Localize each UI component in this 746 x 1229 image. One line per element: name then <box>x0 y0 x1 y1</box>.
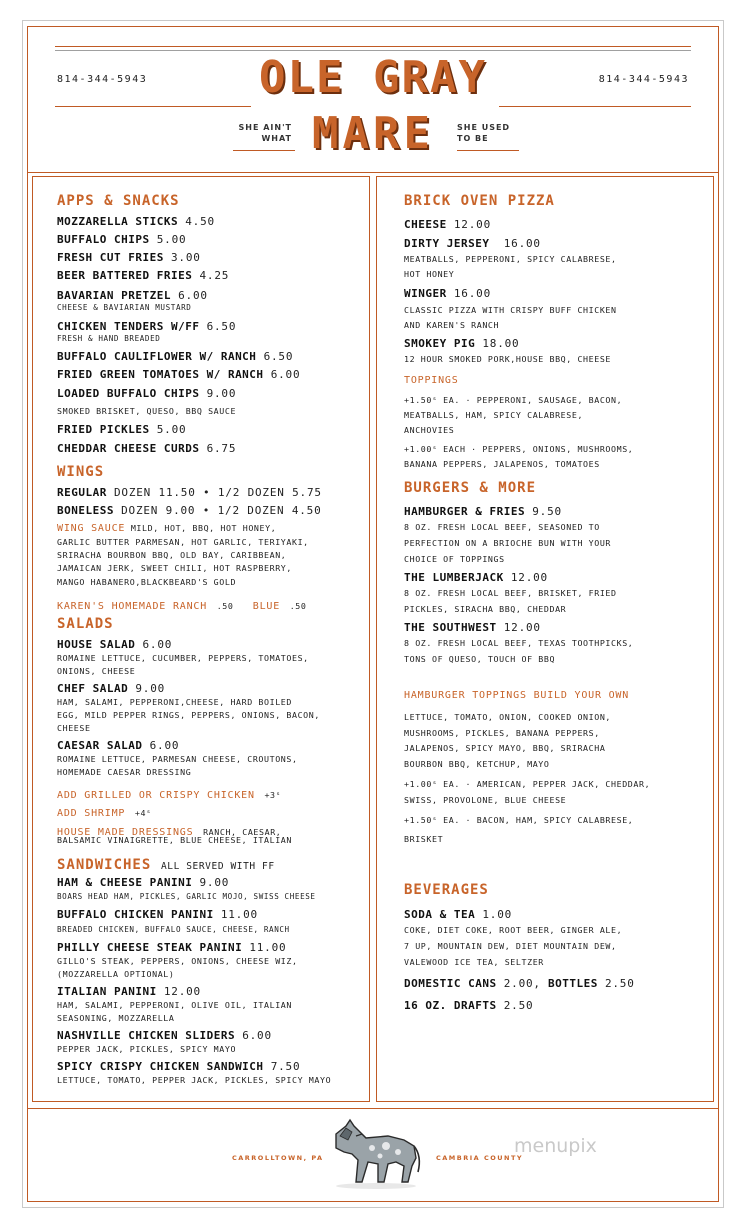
menu-item: THE LUMBERJACK 12.00 <box>404 571 548 584</box>
menu-item: SPICY CRISPY CHICKEN SANDWICH 7.50 <box>57 1060 301 1073</box>
brand-name-line1: OLE GRAY <box>259 52 487 103</box>
item-description: LETTUCE, TOMATO, PEPPER JACK, PICKLES, SPICY MAYO <box>57 1075 332 1085</box>
wing-sauce-line: JAMAICAN JERK, SWEET CHILI, HOT RASPBERRY, <box>57 563 292 573</box>
menu-item: ITALIAN PANINI 12.00 <box>57 985 201 998</box>
header <box>27 26 719 174</box>
topping-line: LETTUCE, TOMATO, ONION, COOKED ONION, <box>404 712 612 722</box>
section-title-beverages: BEVERAGES <box>404 882 489 898</box>
item-description: EGG, MILD PEPPER RINGS, PEPPERS, ONIONS, BACON, <box>57 710 320 720</box>
topping-line: MUSHROOMS, PICKLES, BANANA PEPPERS, <box>404 728 600 738</box>
item-description: HOMEMADE CAESAR DRESSING <box>57 767 192 777</box>
phone-number-left: 814-344-5943 <box>57 74 148 85</box>
item-description: ROMAINE LETTUCE, CUCUMBER, PEPPERS, TOMATOES, <box>57 653 309 663</box>
item-description: BREADED CHICKEN, BUFFALO SAUCE, CHEESE, RANCH <box>57 925 290 934</box>
topping-line: +1.00ˢ EA. · AMERICAN, PEPPER JACK, CHEDDAR, <box>404 779 651 789</box>
menu-item: CHEESE 12.00 <box>404 218 491 231</box>
menu-item: FRIED PICKLES 5.00 <box>57 423 187 436</box>
menu-item: HAM & CHEESE PANINI 9.00 <box>57 876 230 889</box>
menupix-watermark: menupix <box>514 1135 597 1157</box>
item-description: (MOZZARELLA OPTIONAL) <box>57 969 175 979</box>
item-description: 8 OZ. FRESH LOCAL BEEF, TEXAS TOOTHPICKS, <box>404 638 634 648</box>
menu-item: FRESH CUT FRIES 3.00 <box>57 251 201 264</box>
footer-town-right: CAMBRIA COUNTY <box>436 1154 524 1162</box>
header-rule-mid-right <box>499 106 691 107</box>
pizza-toppings-label: TOPPINGS <box>404 375 459 386</box>
item-description: HAM, SALAMI, PEPPERONI,CHEESE, HARD BOILED <box>57 697 292 707</box>
topping-line: MEATBALLS, HAM, SPICY CALABRESE, <box>404 410 584 420</box>
menu-item: BAVARIAN PRETZEL 6.00 <box>57 289 208 302</box>
item-description: CHEESE <box>57 723 91 733</box>
section-title-pizza: BRICK OVEN PIZZA <box>404 193 555 209</box>
add-chicken-line: ADD GRILLED OR CRISPY CHICKEN +3ˢ <box>57 790 282 801</box>
item-description: PICKLES, SIRACHA BBQ, CHEDDAR <box>404 604 567 614</box>
build-your-own-label: HAMBURGER TOPPINGS BUILD YOUR OWN <box>404 690 630 701</box>
topping-line: BRISKET <box>404 834 444 844</box>
item-description: HOT HONEY <box>404 269 455 279</box>
gray-mare-horse-icon <box>326 1116 426 1192</box>
menu-item: CHICKEN TENDERS W/FF 6.50 <box>57 320 237 333</box>
menu-item: REGULAR DOZEN 11.50 • 1/2 DOZEN 5.75 <box>57 486 322 499</box>
header-rule-mid-left <box>55 106 251 107</box>
topping-line: ANCHOVIES <box>404 425 455 435</box>
item-description: ROMAINE LETTUCE, PARMESAN CHEESE, CROUTONS, <box>57 754 298 764</box>
item-description: FRESH & HAND BREADED <box>57 334 161 343</box>
item-description: MEATBALLS, PEPPERONI, SPICY CALABRESE, <box>404 254 617 264</box>
topping-line: JALAPENOS, SPICY MAYO, BBQ, SRIRACHA <box>404 743 606 753</box>
item-description: PERFECTION ON A BRIOCHE BUN WITH YOUR <box>404 538 612 548</box>
item-description: HAM, SALAMI, PEPPERONI, OLIVE OIL, ITALIAN <box>57 1000 292 1010</box>
tagline-rule-left <box>233 150 295 151</box>
menu-item: PHILLY CHEESE STEAK PANINI 11.00 <box>57 941 287 954</box>
item-description: PEPPER JACK, PICKLES, SPICY MAYO <box>57 1044 237 1054</box>
brand-name-line2: MARE <box>312 108 434 159</box>
header-rule-top-thin <box>55 50 691 51</box>
wing-sauce-line: WING SAUCE MILD, HOT, BBQ, HOT HONEY, <box>57 523 277 534</box>
item-description: CLASSIC PIZZA WITH CRISPY BUFF CHICKEN <box>404 305 617 315</box>
menu-item: HOUSE SALAD 6.00 <box>57 638 173 651</box>
section-title-burgers: BURGERS & MORE <box>404 480 537 496</box>
menu-item: CHEF SALAD 9.00 <box>57 682 166 695</box>
wing-sauce-line: SRIRACHA BOURBON BBQ, OLD BAY, CARIBBEAN, <box>57 550 287 560</box>
item-description: BOARS HEAD HAM, PICKLES, GARLIC MOJO, SWISS CHEESE <box>57 892 316 901</box>
item-description: CHOICE OF TOPPINGS <box>404 554 505 564</box>
menu-item: DIRTY JERSEY 16.00 <box>404 237 541 250</box>
ranch-line: KAREN'S HOMEMADE RANCH .50 BLUE .50 <box>57 601 307 612</box>
phone-number-right: 814-344-5943 <box>598 74 689 85</box>
section-title-sandwiches: SANDWICHES ALL SERVED WITH FF <box>57 857 275 873</box>
menu-item: HAMBURGER & FRIES 9.50 <box>404 505 562 518</box>
menu-item: THE SOUTHWEST 12.00 <box>404 621 541 634</box>
item-description: COKE, DIET COKE, ROOT BEER, GINGER ALE, <box>404 925 623 935</box>
item-description: AND KAREN'S RANCH <box>404 320 500 330</box>
item-description: ONIONS, CHEESE <box>57 666 136 676</box>
section-title-wings: WINGS <box>57 464 105 480</box>
item-description: CHEESE & BAVIARIAN MUSTARD <box>57 303 192 312</box>
menu-item: CHEDDAR CHEESE CURDS 6.75 <box>57 442 237 455</box>
section-title-apps: APPS & SNACKS <box>57 193 180 209</box>
menu-item: BONELESS DOZEN 9.00 • 1/2 DOZEN 4.50 <box>57 504 322 517</box>
dressings-line: HOUSE MADE DRESSINGS RANCH, CAESAR, <box>57 827 282 838</box>
header-bottom-rule <box>27 172 719 173</box>
tagline-rule-right <box>457 150 519 151</box>
wing-sauce-line: GARLIC BUTTER PARMESAN, HOT GARLIC, TERIYAKI, <box>57 537 309 547</box>
menu-item: DOMESTIC CANS 2.00, BOTTLES 2.50 <box>404 977 635 990</box>
item-description: 8 OZ. FRESH LOCAL BEEF, SEASONED TO <box>404 522 600 532</box>
topping-line: +1.50ˢ EA. · PEPPERONI, SAUSAGE, BACON, <box>404 395 623 405</box>
menu-item: BUFFALO CHIPS 5.00 <box>57 233 187 246</box>
item-description: SMOKED BRISKET, QUESO, BBQ SAUCE <box>57 406 237 416</box>
menu-item: BEER BATTERED FRIES 4.25 <box>57 269 230 282</box>
tagline-left: SHE AIN'T WHAT <box>238 123 292 143</box>
menu-item: NASHVILLE CHICKEN SLIDERS 6.00 <box>57 1029 272 1042</box>
add-shrimp-line: ADD SHRIMP +4ˢ <box>57 808 152 819</box>
menu-item: BUFFALO CAULIFLOWER W/ RANCH 6.50 <box>57 350 294 363</box>
tagline-right: SHE USED TO BE <box>457 123 511 143</box>
item-description: GILLO'S STEAK, PEPPERS, ONIONS, CHEESE WIZ, <box>57 956 298 966</box>
item-description: 12 HOUR SMOKED PORK,HOUSE BBQ, CHEESE <box>404 354 612 364</box>
topping-line: +1.00ˢ EACH · PEPPERS, ONIONS, MUSHROOMS, <box>404 444 634 454</box>
item-description: SEASONING, MOZZARELLA <box>57 1013 175 1023</box>
item-description: TONS OF QUESO, TOUCH OF BBQ <box>404 654 556 664</box>
footer-top-rule <box>27 1108 719 1109</box>
footer-town-left: CARROLLTOWN, PA <box>232 1154 324 1162</box>
topping-line: BOURBON BBQ, KETCHUP, MAYO <box>404 759 550 769</box>
item-description: 8 OZ. FRESH LOCAL BEEF, BRISKET, FRIED <box>404 588 617 598</box>
menu-item: SODA & TEA 1.00 <box>404 908 513 921</box>
topping-line: SWISS, PROVOLONE, BLUE CHEESE <box>404 795 567 805</box>
menu-item: 16 OZ. DRAFTS 2.50 <box>404 999 534 1012</box>
topping-line: +1.50ˢ EA. · BACON, HAM, SPICY CALABRESE, <box>404 815 634 825</box>
topping-line: BANANA PEPPERS, JALAPENOS, TOMATOES <box>404 459 600 469</box>
menu-item: SMOKEY PIG 18.00 <box>404 337 520 350</box>
menu-item: MOZZARELLA STICKS 4.50 <box>57 215 215 228</box>
menu-item: FRIED GREEN TOMATOES W/ RANCH 6.00 <box>57 368 301 381</box>
item-description: 7 UP, MOUNTAIN DEW, DIET MOUNTAIN DEW, <box>404 941 617 951</box>
wing-sauce-line: MANGO HABANERO,BLACKBEARD'S GOLD <box>57 577 237 587</box>
item-description: VALEWOOD ICE TEA, SELTZER <box>404 957 544 967</box>
dressings-line: BALSAMIC VINAIGRETTE, BLUE CHEESE, ITALIAN <box>57 835 292 845</box>
menu-item: BUFFALO CHICKEN PANINI 11.00 <box>57 908 258 921</box>
menu-item: WINGER 16.00 <box>404 287 491 300</box>
menu-item: CAESAR SALAD 6.00 <box>57 739 180 752</box>
header-rule-top <box>55 46 691 47</box>
section-title-salads: SALADS <box>57 616 114 632</box>
menu-item: LOADED BUFFALO CHIPS 9.00 <box>57 387 237 400</box>
